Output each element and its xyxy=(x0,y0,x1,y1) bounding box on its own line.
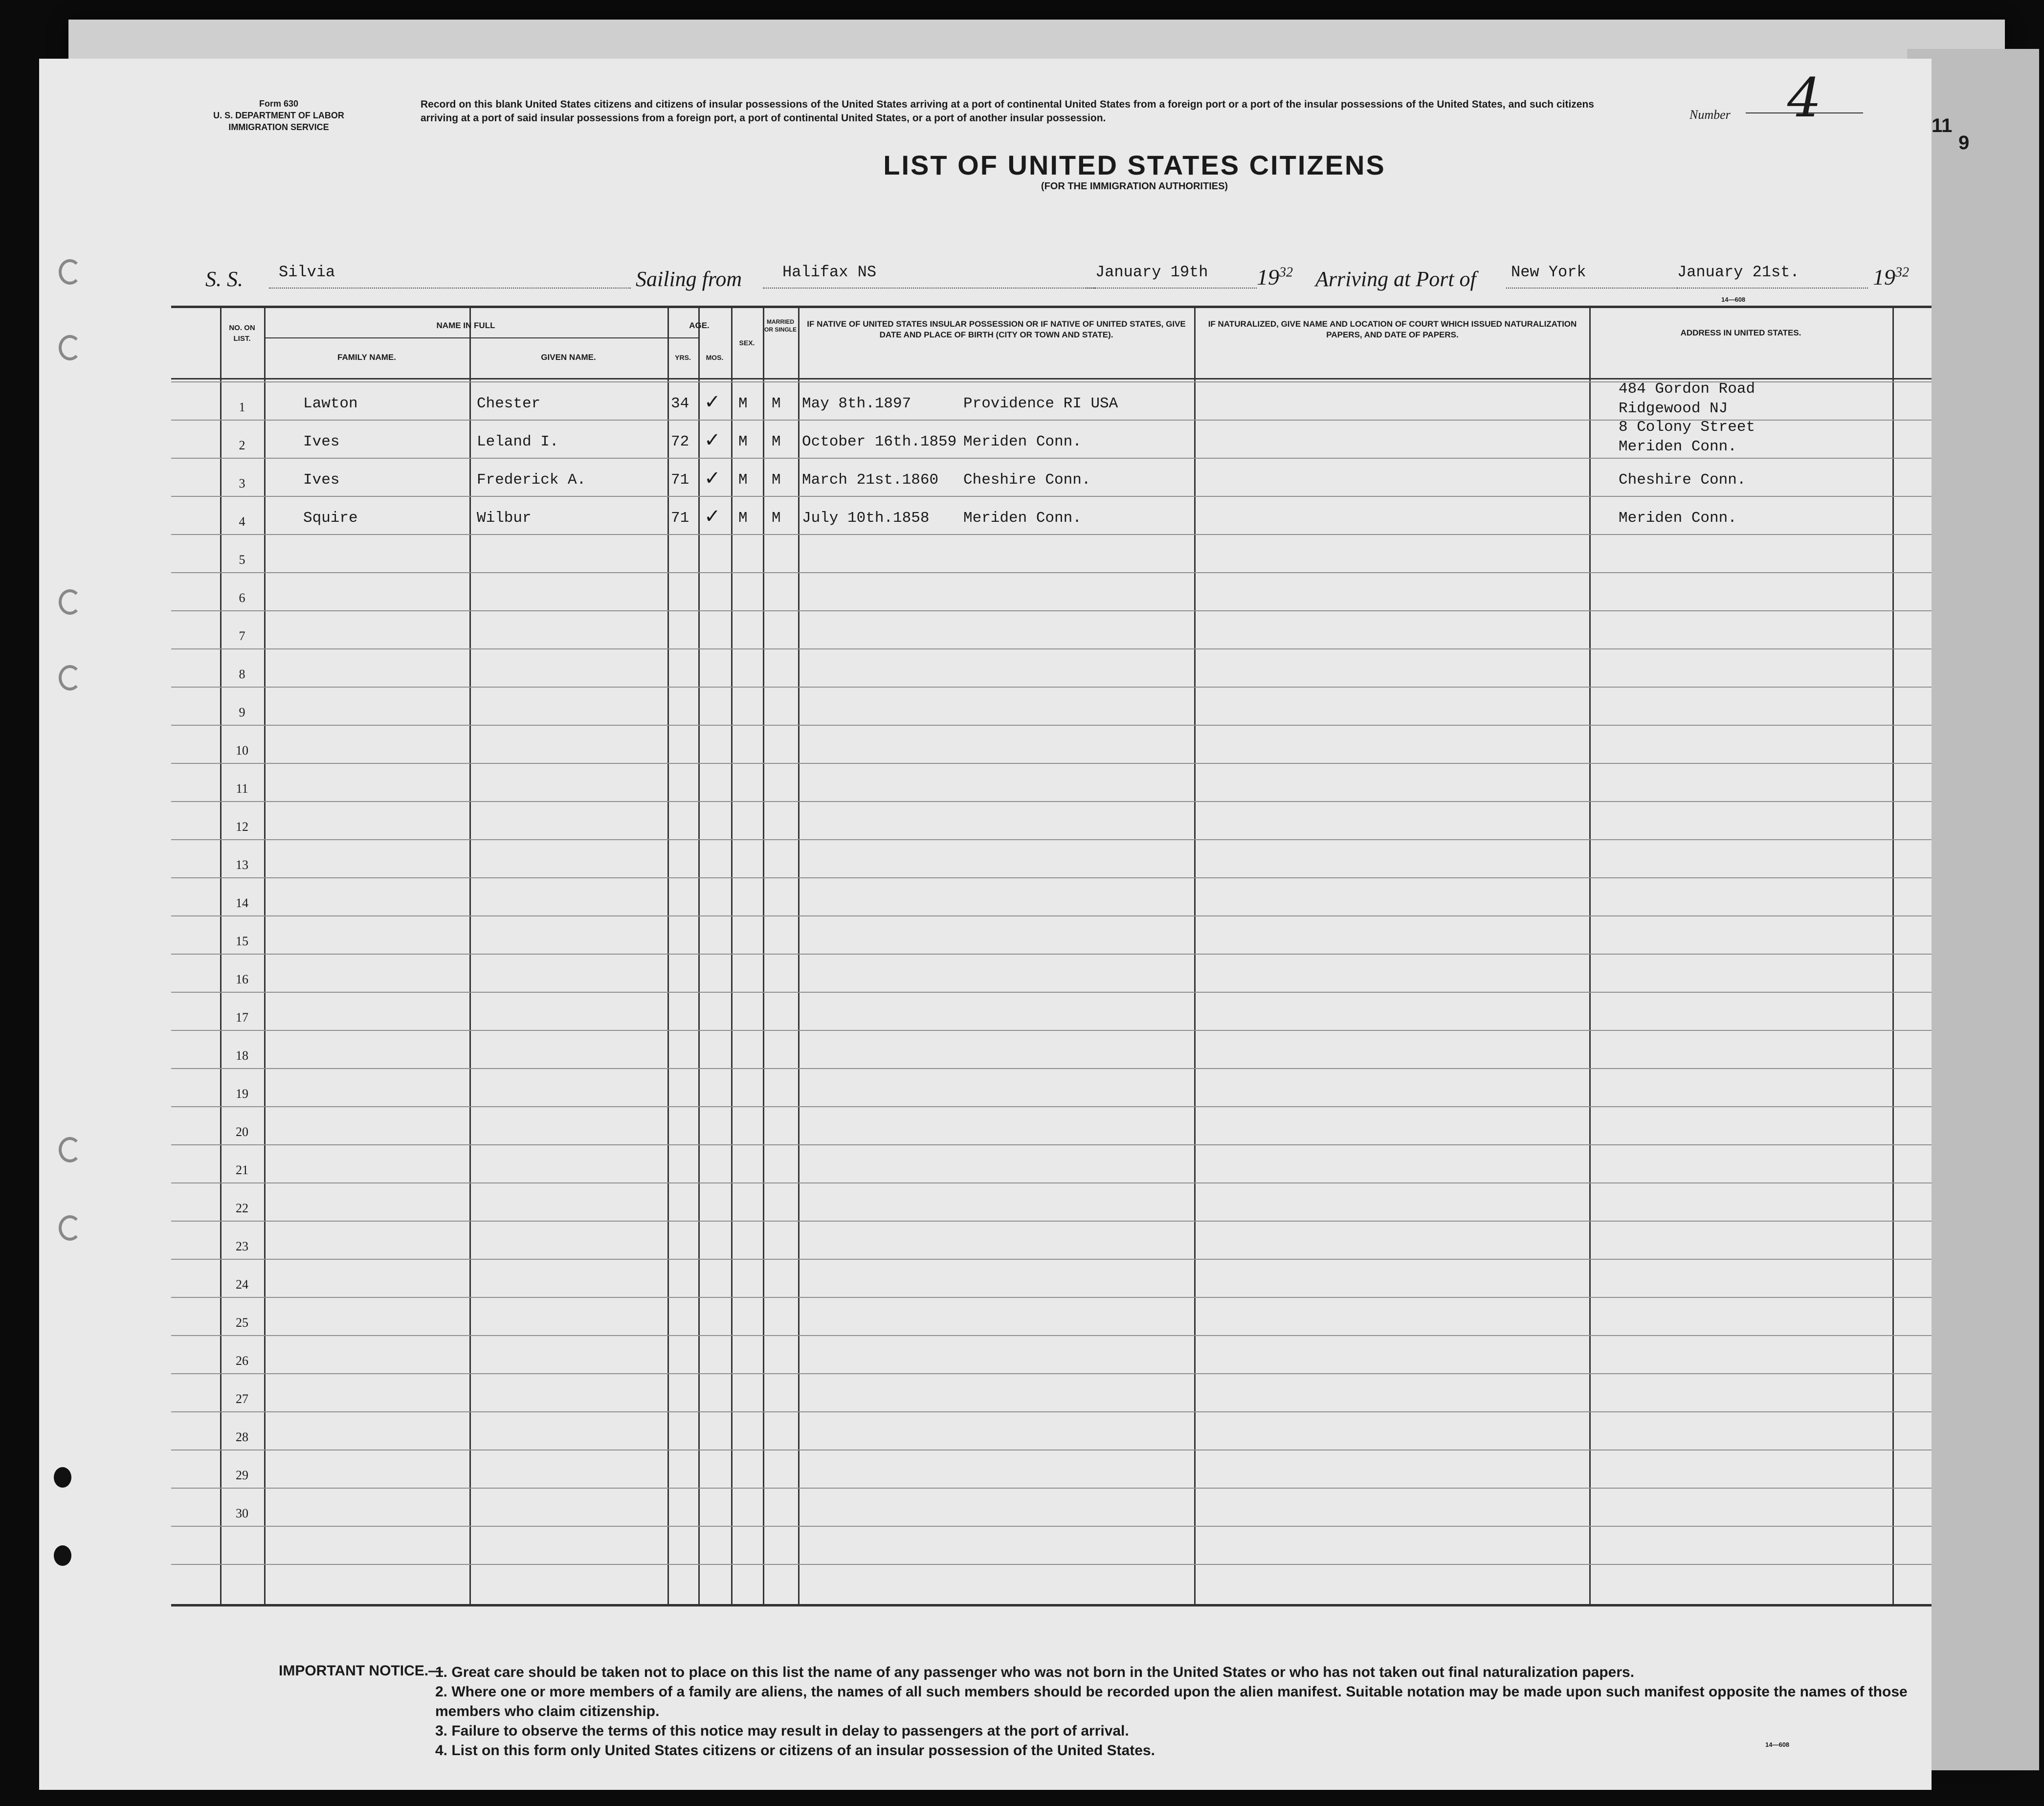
married-cell: M xyxy=(772,510,781,527)
row-number: 15 xyxy=(236,934,248,948)
row-rule xyxy=(171,1526,1932,1527)
row-rule xyxy=(171,648,1932,649)
row-rule xyxy=(171,839,1932,840)
page-title: LIST OF UNITED STATES CITIZENS xyxy=(883,150,1386,180)
address-line2-cell: Ridgewood NJ xyxy=(1619,400,1728,417)
age-years-cell: 72 xyxy=(671,433,689,450)
passenger-table xyxy=(171,306,1932,1606)
row-number: 19 xyxy=(236,1087,248,1101)
binder-ring-icon xyxy=(59,665,81,691)
row-number: 29 xyxy=(236,1468,248,1482)
page-stamp-2: 11 xyxy=(1932,115,1953,136)
row-number: 11 xyxy=(236,781,248,796)
checkmark-icon: ✓ xyxy=(704,505,721,527)
row-rule xyxy=(171,1030,1932,1031)
form-code: 14—608 xyxy=(1765,1741,1790,1748)
col-divider xyxy=(731,308,733,1604)
given-name-cell: Chester xyxy=(477,395,541,412)
row-rule xyxy=(171,1373,1932,1374)
birth-date-cell: July 10th.1858 xyxy=(802,510,930,527)
col-divider xyxy=(763,308,764,1604)
year-prefix: 19 xyxy=(1257,265,1279,290)
col-divider xyxy=(220,308,222,1604)
departure-year xyxy=(1257,264,1293,290)
married-cell: M xyxy=(772,471,781,489)
notice-item-3: 3. Failure to observe the terms of this notice may result in delay to passengers at the port of arrival. xyxy=(435,1723,1129,1739)
number-label: Number xyxy=(1689,108,1731,122)
binder-ring-icon xyxy=(59,1215,81,1241)
row-number: 23 xyxy=(236,1239,248,1253)
row-number: 28 xyxy=(236,1430,248,1444)
binder-ring-icon xyxy=(59,1137,81,1162)
col-divider xyxy=(1892,308,1894,1604)
married-cell: M xyxy=(772,433,781,450)
row-rule xyxy=(171,725,1932,726)
arriving-label: Arriving at Port of xyxy=(1315,267,1476,291)
arrival-year xyxy=(1873,264,1909,290)
col-divider xyxy=(1194,308,1196,1604)
row-number: 7 xyxy=(239,629,245,643)
row-rule xyxy=(171,1411,1932,1412)
binder-ring-icon xyxy=(59,259,81,285)
row-rule xyxy=(171,458,1932,459)
row-rule xyxy=(171,1182,1932,1183)
number-value: 4 xyxy=(1746,78,1863,113)
row-rule xyxy=(171,1449,1932,1450)
row-number: 26 xyxy=(236,1354,248,1368)
header-subrule xyxy=(264,337,698,338)
row-rule xyxy=(171,954,1932,955)
birth-place-cell: Meriden Conn. xyxy=(963,433,1082,450)
manifest-sheet xyxy=(39,59,1970,1790)
row-rule xyxy=(171,877,1932,878)
form-page xyxy=(132,59,1970,1790)
row-number: 20 xyxy=(236,1125,248,1139)
sex-cell: M xyxy=(738,510,748,527)
row-rule xyxy=(171,1488,1932,1489)
row-rule xyxy=(171,1259,1932,1260)
departure-port: Halifax NS xyxy=(763,263,1095,289)
row-rule xyxy=(171,610,1932,611)
address-line1-cell: Meriden Conn. xyxy=(1619,510,1737,527)
form-identifier xyxy=(186,98,372,133)
birth-date-cell: October 16th.1859 xyxy=(802,433,957,450)
row-rule xyxy=(171,915,1932,916)
notice-title: IMPORTANT NOTICE.— xyxy=(279,1663,444,1679)
col-divider xyxy=(667,308,669,1604)
sex-cell: M xyxy=(738,471,748,489)
header-sex: SEX. xyxy=(739,339,755,347)
married-cell: M xyxy=(772,395,781,412)
row-rule xyxy=(171,1144,1932,1145)
row-number: 13 xyxy=(236,858,248,872)
checkmark-icon: ✓ xyxy=(704,391,721,413)
ship-name: Silvia xyxy=(269,263,631,289)
row-number: 30 xyxy=(236,1506,248,1520)
service: IMMIGRATION SERVICE xyxy=(228,122,329,132)
header-address: ADDRESS IN UNITED STATES. xyxy=(1680,328,1801,337)
header-married: MARRIED OR SINGLE xyxy=(764,318,797,333)
form-description: Record on this blank United States citizens and citizens of insular possessions of the United States arriving at a port of continental United States from a foreign port or a port of the insular possessions of the United States, and such citizens arriving at a port of said insular possessions from a foreign port, a port of continental United States, or a port of another insular possession. xyxy=(421,99,1594,124)
row-number: 25 xyxy=(236,1315,248,1330)
given-name-cell: Wilbur xyxy=(477,510,532,527)
punch-hole-icon xyxy=(54,1545,71,1566)
row-number: 16 xyxy=(236,972,248,986)
address-line1-cell: 484 Gordon Road xyxy=(1619,380,1755,398)
row-number: 22 xyxy=(236,1201,248,1215)
row-rule xyxy=(171,534,1932,535)
row-rule xyxy=(171,1297,1932,1298)
department: U. S. DEPARTMENT OF LABOR xyxy=(213,111,344,120)
row-rule xyxy=(171,1106,1932,1107)
header-birth: IF NATIVE OF UNITED STATES INSULAR POSSESSION OR IF NATIVE OF UNITED STATES, GIVE DATE AND PLACE OF BIRTH (CITY OR TOWN AND STATE). xyxy=(807,319,1186,339)
birth-date-cell: May 8th.1897 xyxy=(802,395,911,412)
header-given-name: GIVEN NAME. xyxy=(541,353,596,362)
family-name-cell: Ives xyxy=(303,471,340,489)
form-code: 14—608 xyxy=(1721,296,1746,303)
address-line1-cell: 8 Colony Street xyxy=(1619,419,1755,436)
age-years-cell: 34 xyxy=(671,395,689,412)
arrival-date: January 21st. xyxy=(1677,263,1868,289)
sailing-label: Sailing from xyxy=(636,267,742,291)
row-number: 27 xyxy=(236,1392,248,1406)
row-number: 1 xyxy=(239,400,245,414)
header-naturalized: IF NATURALIZED, GIVE NAME AND LOCATION OF COURT WHICH ISSUED NATURALIZATION PAPERS, AND DATE OF PAPERS. xyxy=(1208,319,1577,339)
notice-item-1: 1. Great care should be taken not to place on this list the name of any passenger who was not born in the United States or who has not taken out final naturalization papers. xyxy=(435,1664,1635,1680)
col-divider xyxy=(264,308,266,1604)
address-line1-cell: Cheshire Conn. xyxy=(1619,471,1746,489)
notice-item-2: 2. Where one or more members of a family are aliens, the names of all such members should be recorded upon the alien manifest. Suitable notation may be made upon such manifest opposite the names of those members who claim citizenship. xyxy=(435,1684,1908,1719)
header-rule xyxy=(171,378,1932,379)
row-number: 6 xyxy=(239,591,245,605)
col-divider xyxy=(469,308,471,1604)
row-rule xyxy=(171,763,1932,764)
page-subtitle: (FOR THE IMMIGRATION AUTHORITIES) xyxy=(1041,181,1228,192)
year-suffix: 32 xyxy=(1279,265,1293,280)
row-rule xyxy=(171,1221,1932,1222)
address-line2-cell: Meriden Conn. xyxy=(1619,438,1737,455)
col-divider xyxy=(1589,308,1591,1604)
row-rule xyxy=(171,801,1932,802)
departure-date: January 19th xyxy=(1086,263,1257,289)
row-rule xyxy=(171,992,1932,993)
row-number: 17 xyxy=(236,1010,248,1025)
header-name-in-full: NAME IN FULL xyxy=(436,321,495,330)
row-number: 10 xyxy=(236,743,248,758)
notice-item-4: 4. List on this form only United States citizens or citizens of an insular possession of the United States. xyxy=(435,1742,1155,1759)
birth-place-cell: Providence RI USA xyxy=(963,395,1118,412)
sex-cell: M xyxy=(738,433,748,450)
col-divider xyxy=(698,308,700,1604)
sex-cell: M xyxy=(738,395,748,412)
form-number: Form 630 xyxy=(259,99,299,109)
header-family-name: FAMILY NAME. xyxy=(337,353,396,362)
header-age: AGE. xyxy=(689,321,710,330)
row-number: 14 xyxy=(236,896,248,910)
family-name-cell: Lawton xyxy=(303,395,358,412)
checkmark-icon: ✓ xyxy=(704,467,721,489)
row-number: 21 xyxy=(236,1163,248,1177)
birth-date-cell: March 21st.1860 xyxy=(802,471,939,489)
checkmark-icon: ✓ xyxy=(704,429,721,451)
given-name-cell: Frederick A. xyxy=(477,471,586,489)
col-divider xyxy=(798,308,800,1604)
binder-ring-icon xyxy=(59,335,81,360)
header-yrs: YRS. xyxy=(675,354,691,361)
arrival-port: New York xyxy=(1506,263,1677,289)
row-rule xyxy=(171,1335,1932,1336)
header-mos: MOS. xyxy=(706,354,724,361)
row-rule xyxy=(171,1068,1932,1069)
given-name-cell: Leland I. xyxy=(477,433,559,450)
header-no-on-list: NO. ON LIST. xyxy=(229,324,255,343)
ss-label: S. S. xyxy=(205,267,243,291)
birth-place-cell: Cheshire Conn. xyxy=(963,471,1091,489)
birth-place-cell: Meriden Conn. xyxy=(963,510,1082,527)
row-number: 8 xyxy=(239,667,245,681)
row-number: 9 xyxy=(239,705,245,719)
row-number: 18 xyxy=(236,1048,248,1063)
family-name-cell: Squire xyxy=(303,510,358,527)
age-years-cell: 71 xyxy=(671,471,689,489)
year-suffix: 32 xyxy=(1895,265,1909,280)
binder-ring-icon xyxy=(59,589,81,615)
row-number: 4 xyxy=(239,514,245,529)
row-rule xyxy=(171,496,1932,497)
row-rule xyxy=(171,1564,1932,1565)
row-number: 24 xyxy=(236,1277,248,1292)
row-rule xyxy=(171,572,1932,573)
punch-hole-icon xyxy=(54,1467,71,1488)
family-name-cell: Ives xyxy=(303,433,340,450)
row-number: 5 xyxy=(239,553,245,567)
row-number: 12 xyxy=(236,820,248,834)
year-prefix: 19 xyxy=(1873,265,1895,290)
age-years-cell: 71 xyxy=(671,510,689,527)
row-number: 3 xyxy=(239,476,245,491)
page-stamp: 9 xyxy=(1958,132,1970,154)
row-rule xyxy=(171,687,1932,688)
row-number: 2 xyxy=(239,438,245,452)
